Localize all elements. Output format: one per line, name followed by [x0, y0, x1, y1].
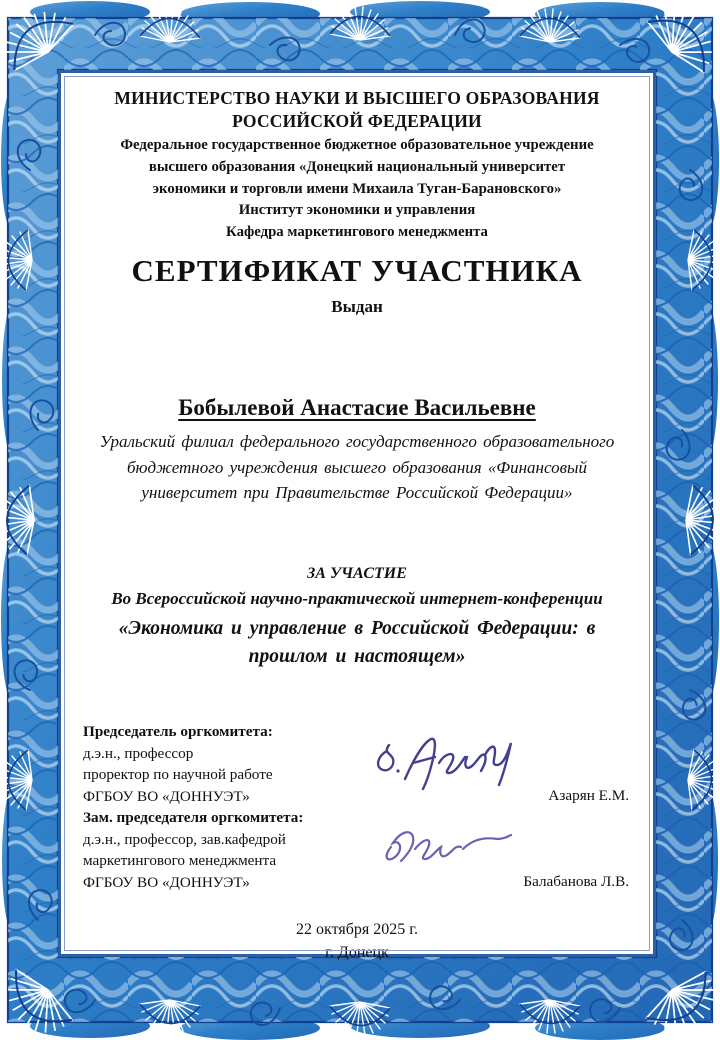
signatory1-degree: д.э.н., профессор	[83, 744, 194, 762]
event-description: Во Всероссийской научно-практической интернет-конференции	[111, 589, 603, 608]
recipient-name: Бобылевой Анастасие Васильевне	[178, 395, 536, 420]
org-line: Федеральное государственное бюджетное образовательное учреждение	[120, 137, 594, 153]
event-title-line1: «Экономика и управление в Российской Федерации: в	[118, 618, 596, 639]
ministry-line2: РОССИЙСКОЙ ФЕДЕРАЦИИ	[232, 111, 482, 131]
signatory2-position: маркетингового менеджмента	[83, 852, 277, 869]
for-participation-label: ЗА УЧАСТИЕ	[307, 565, 407, 582]
event-title	[61, 615, 653, 671]
signatures-block	[83, 721, 629, 901]
org-line: высшего образования «Донецкий национальный университет	[148, 158, 566, 175]
signatory1-org: ФГБОУ ВО «ДОННУЭТ»	[83, 787, 250, 805]
footer-block	[61, 919, 653, 964]
affiliation-line: университет при Правительстве Российской Федерации»	[141, 483, 573, 502]
recipient-affiliation	[61, 429, 653, 506]
affiliation-line: Уральский филиал федерального государственного образовательного	[99, 432, 615, 451]
org-line: экономики и торговли имени Михаила Туган-Барановского»	[152, 180, 562, 197]
organization-header	[61, 135, 653, 244]
signature2-image	[373, 817, 513, 879]
org-line: Кафедра маркетингового менеджмента	[226, 224, 488, 241]
ministry-line1: МИНИСТЕРСТВО НАУКИ И ВЫСШЕГО ОБРАЗОВАНИЯ	[114, 88, 600, 108]
signatory1-position: проректор по научной работе	[83, 766, 273, 783]
certificate-panel	[58, 70, 656, 961]
signatory2-degree: д.э.н., профессор, зав.кафедрой	[83, 830, 286, 848]
event-title-line2: прошлом и настоящем»	[248, 646, 466, 667]
signatory2-name: Балабанова Л.В.	[523, 873, 629, 890]
ministry-header	[61, 87, 653, 133]
signatory1-name: Азарян Е.М.	[548, 787, 629, 804]
signature1-image	[365, 713, 525, 805]
org-line: Институт экономики и управления	[238, 202, 476, 219]
signatory2-org: ФГБОУ ВО «ДОННУЭТ»	[83, 873, 250, 891]
certificate-city: г. Донецк	[325, 943, 389, 961]
certificate-title: СЕРТИФИКАТ УЧАСТНИКА	[131, 253, 583, 288]
certificate-date: 22 октября 2025 г.	[296, 921, 418, 938]
affiliation-line: бюджетного учреждения высшего образования «Финансовый	[126, 457, 587, 477]
signatory1-role: Председатель оргкомитета:	[83, 723, 273, 740]
issued-label: Выдан	[331, 297, 383, 316]
signatory2-role: Зам. председателя оргкомитета:	[83, 809, 304, 826]
